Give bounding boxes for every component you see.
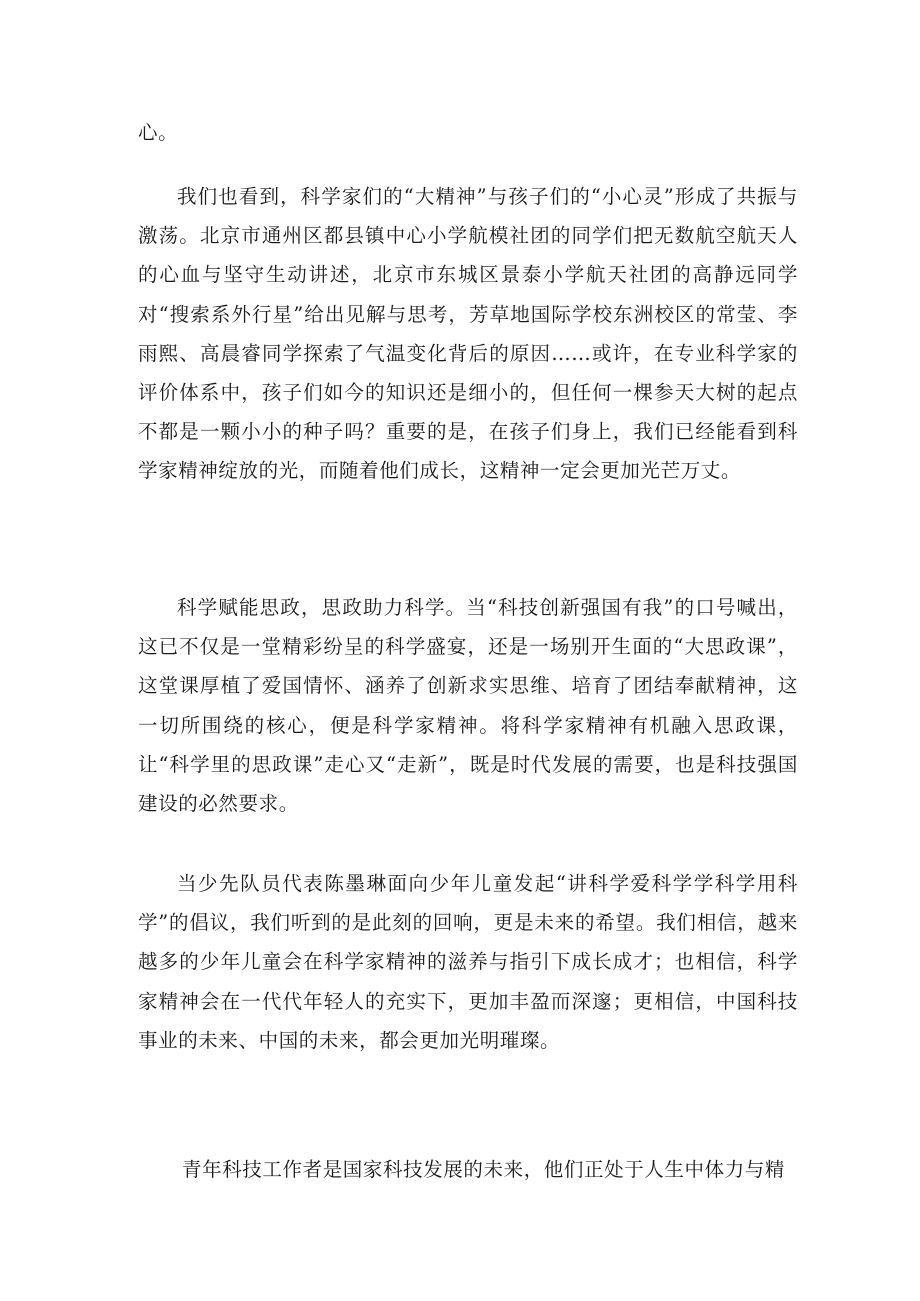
paragraph: 科学赋能思政，思政助力科学。当“科技创新强国有我”的口号喊出，这已不仅是一堂精彩纷呈的科学盛宴，还是一场别开生面的“大思政课”，这堂课厚植了爱国情怀、涵养了创新求实思维、培育了团结奉献精神，这一切所围绕的核心，便是科学家精神。将科学家精神有机融入思政课，让“科学里的思政课”走心又“走新”，既是时代发展的需要，也是科技强国建设的必然要求。 bbox=[138, 596, 798, 816]
paragraph: 青年科技工作者是国家科技发展的未来，他们正处于人生中体力与精 bbox=[182, 1158, 786, 1181]
paragraph: 当少先队员代表陈墨琳面向少年儿童发起“讲科学爱科学学科学用科学”的倡议，我们听到的是此刻的回响，更是未来的希望。我们相信，越来越多的少年儿童会在科学家精神的滋养与指引下成长成才；也相信，科学家精神会在一代代年轻人的充实下，更加丰盈而深邃；更相信，中国科技事业的未来、中国的未来，都会更加光明璀璨。 bbox=[138, 872, 798, 1052]
paragraph-continuation: 心。 bbox=[138, 121, 179, 144]
paragraph: 我们也看到，科学家们的“大精神”与孩子们的“小心灵”形成了共振与激荡。北京市通州区都县镇中心小学航模社团的同学们把无数航空航天人的心血与坚守生动讲述，北京市东城区景泰小学航天社团的高静远同学对“搜索系外行星”给出见解与思考，芳草地国际学校东洲校区的常莹、李雨熙、高晨睿同学探索了气温变化背后的原因……或许，在专业科学家的评价体系中，孩子们如今的知识还是细小的，但任何一棵参天大树的起点不都是一颗小小的种子吗？重要的是，在孩子们身上，我们已经能看到科学家精神绽放的光，而随着他们成长，这精神一定会更加光芒万丈。 bbox=[138, 185, 798, 483]
